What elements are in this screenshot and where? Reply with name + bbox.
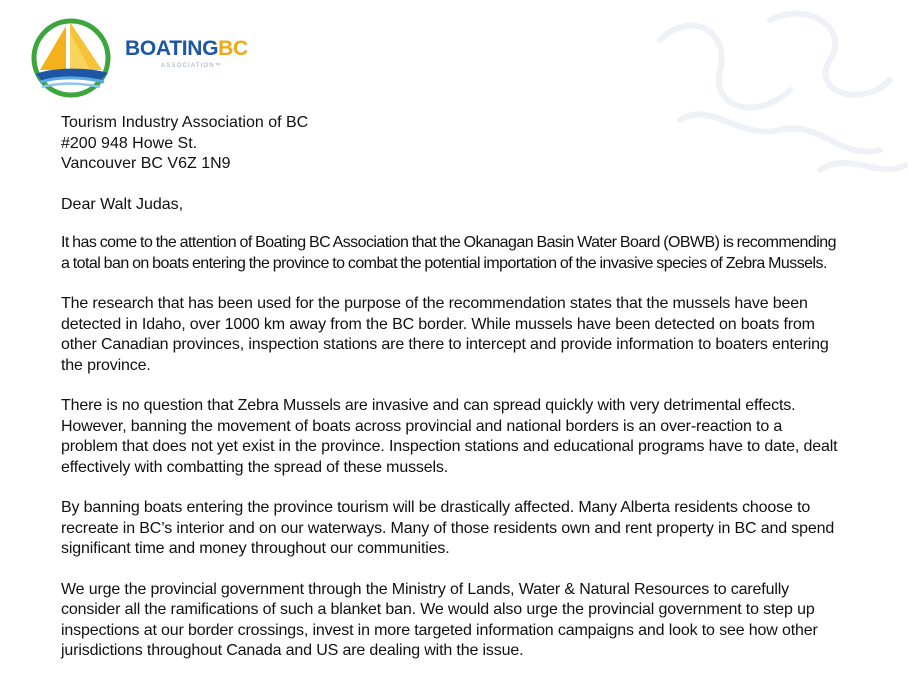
brand-name — [125, 37, 248, 61]
address-line-3: Vancouver BC V6Z 1N9 — [61, 155, 231, 172]
recipient-address — [61, 113, 841, 175]
paragraph-5: We urge the provincial government through the Ministry of Lands, Water & Natural Resources to carefully consider all the ramifications of such a blanket ban. We would also urge the provincial government to step up inspections at our border crossings, invest in more targeted information campaigns and look to see how other jurisdictions throughout Canada and US are dealing with the issue. — [61, 580, 818, 659]
brand-subtitle: ASSOCIATION™ — [161, 63, 222, 69]
letter-body — [61, 113, 841, 682]
paragraph-3: There is no question that Zebra Mussels are invasive and can spread quickly with very detrimental effects. However, banning the movement of boats across provincial and national borders is an over-reaction to a problem that does not yet exist in the province. Inspection stations and educational programs have to date, dealt effectively with combatting the spread of these mussels. — [61, 397, 838, 476]
paragraph-2: The research that has been used for the purpose of the recommendation states that the mussels have been detected in Idaho, over 1000 km away from the BC border. While mussels have been detected on boats from other Canadian provinces, inspection stations are there to intercept and provide information to boaters entering the province. — [61, 295, 829, 374]
paragraph-4: By banning boats entering the province tourism will be drastically affected. Many Alberta residents choose to recreate in BC’s interior and on our waterways. Many of those residents own and rent property in BC and spend significant time and money throughout our communities. — [61, 499, 835, 557]
paragraph-1: It has come to the attention of Boating BC Association that the Okanagan Basin Water Board (OBWB) is recommending a total ban on boats entering the province to combat the potential importation of the invasive species of Zebra Mussels. — [61, 234, 836, 272]
brand-name-part1: BOATING — [125, 37, 219, 60]
salutation: Dear Walt Judas, — [61, 195, 184, 213]
boating-bc-logo — [30, 18, 270, 98]
address-line-2: #200 948 Howe St. — [61, 134, 198, 152]
sailboat-logo-icon — [30, 18, 112, 98]
address-line-1: Tourism Industry Association of BC — [61, 114, 309, 131]
brand-name-part2: BC — [218, 37, 248, 60]
